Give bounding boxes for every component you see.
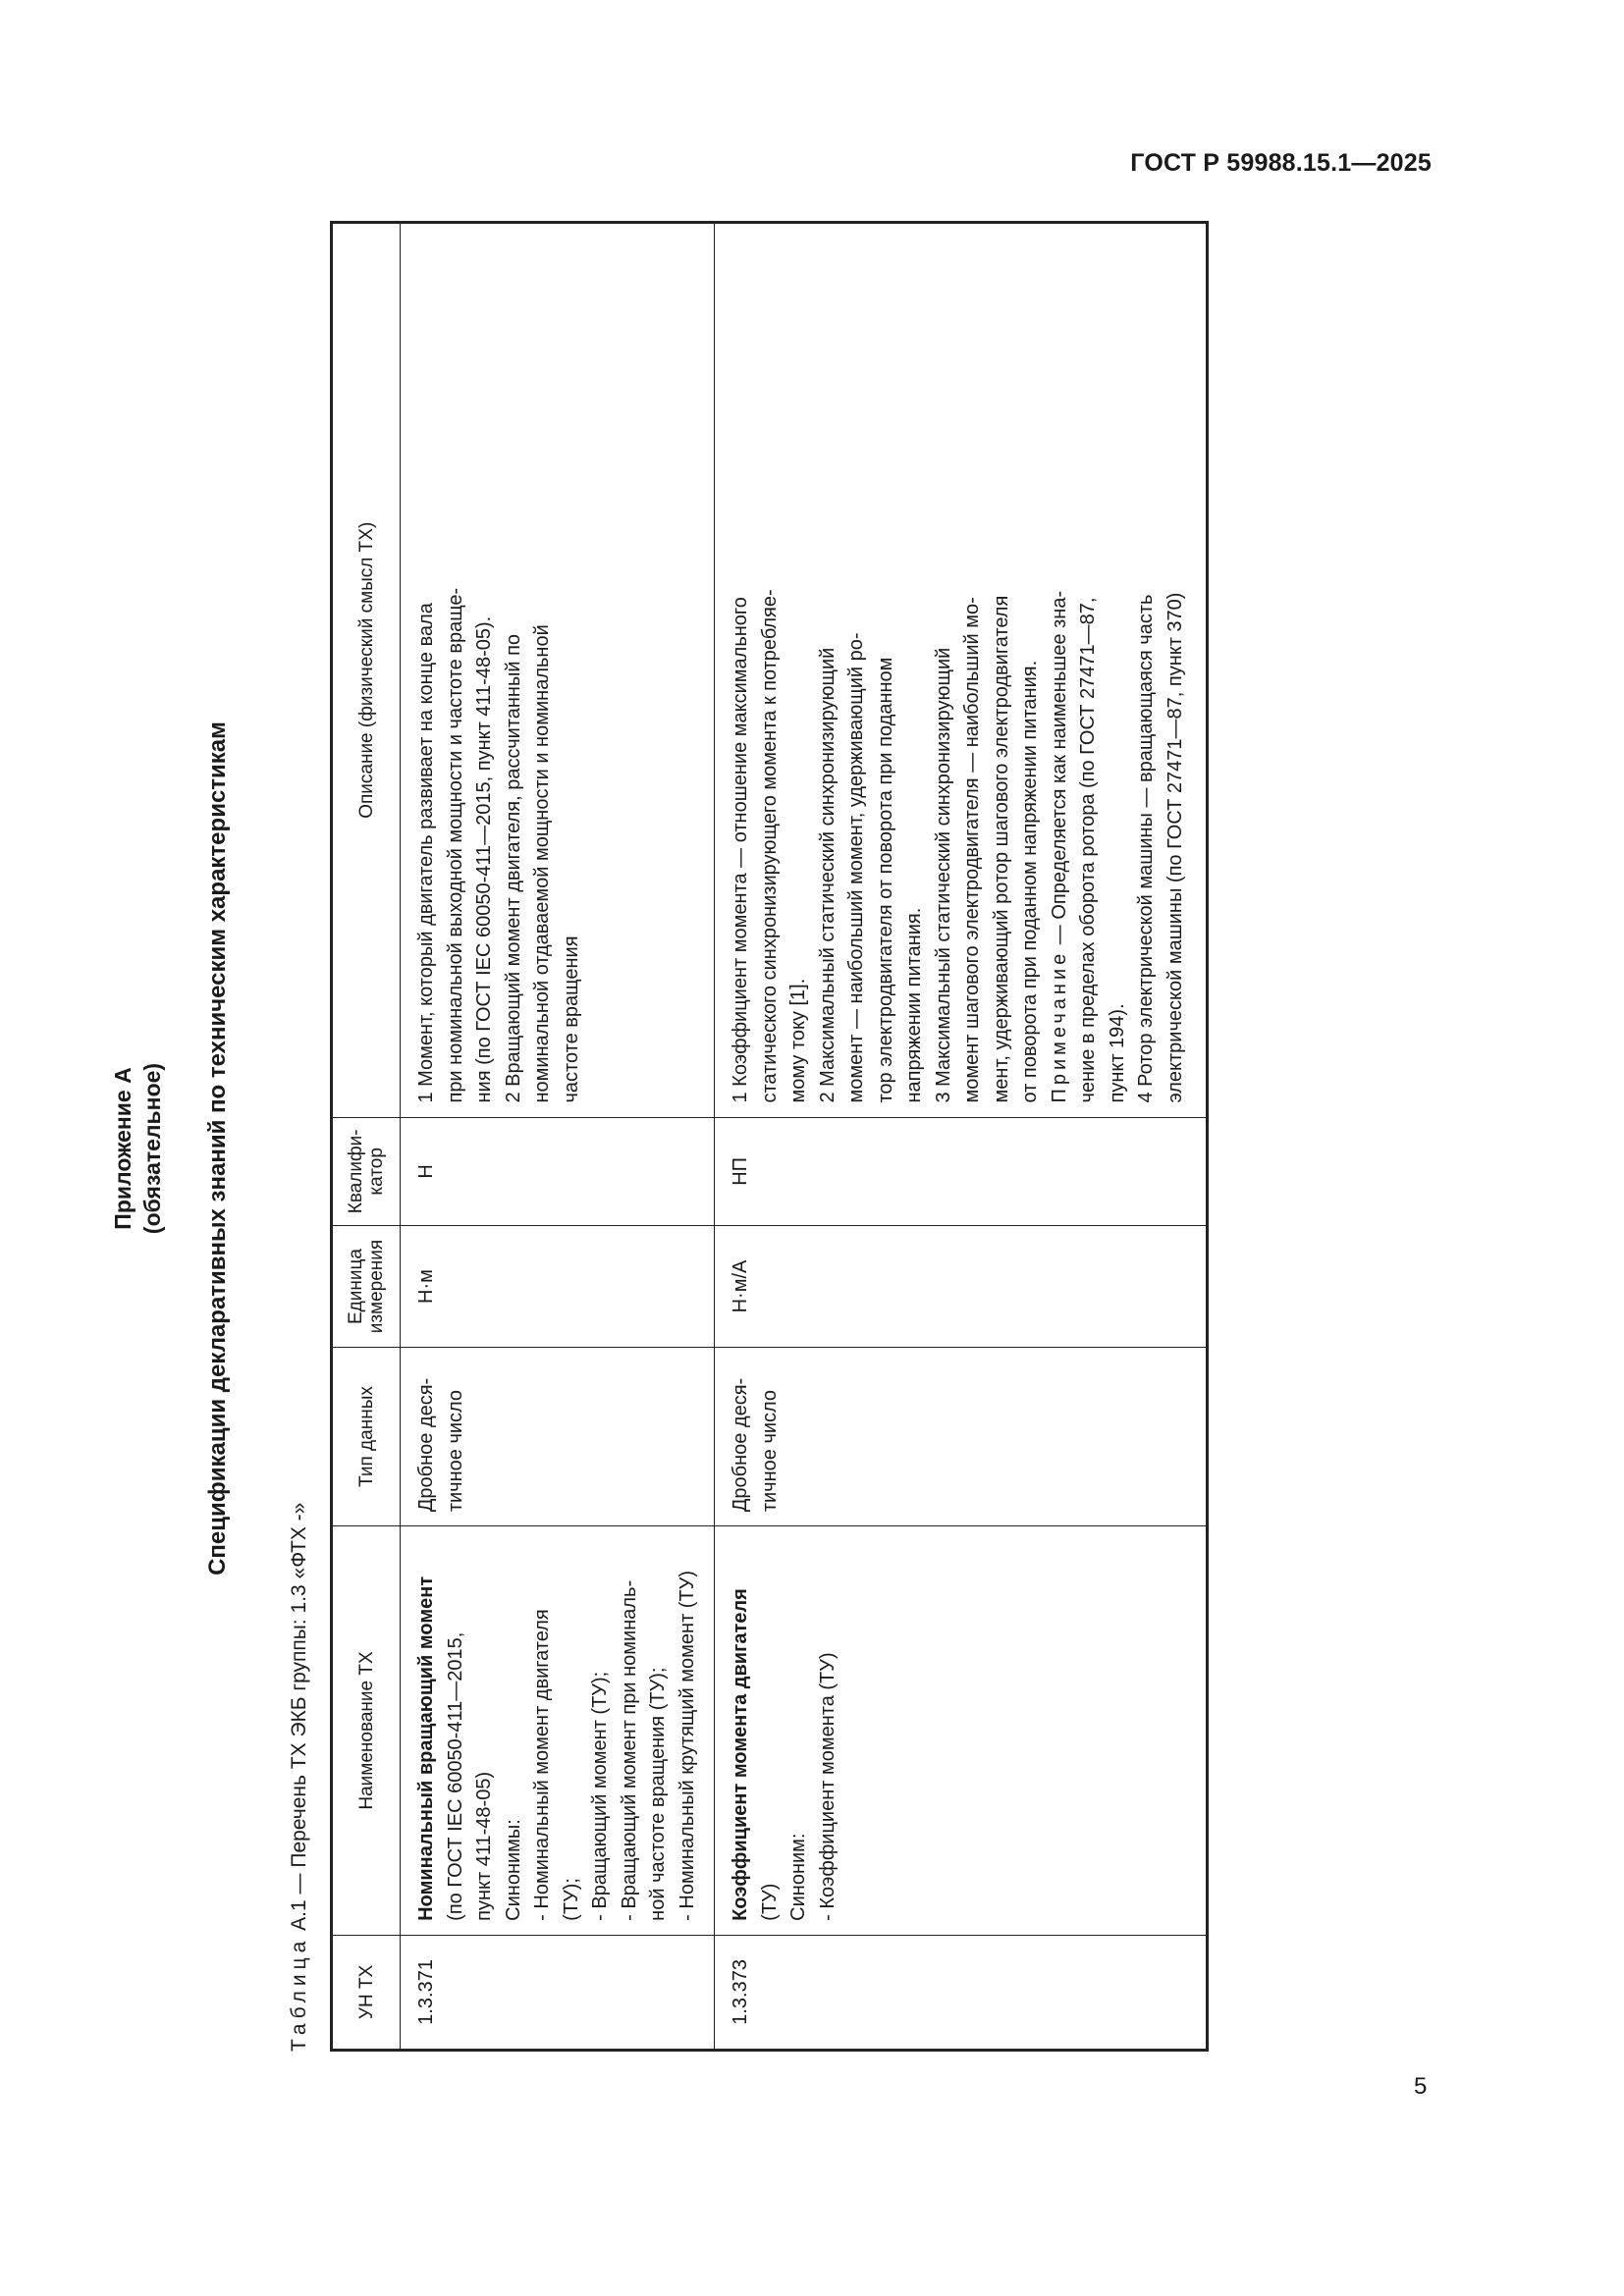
row-description — [715, 223, 1208, 1118]
note-word: Примечание — [1048, 949, 1070, 1103]
page-number: 5 — [1414, 2073, 1428, 2100]
row-desc-line: 2 Вращающий момент двигателя, рассчитанный по — [502, 633, 524, 1103]
row-type — [715, 1347, 1208, 1525]
row-desc-line: электрической машины (по ГОСТ 27471—87, пункт 370) — [1164, 592, 1186, 1103]
col-header-qual-line1: Квалифи- — [346, 1129, 366, 1214]
row-name-line: ной частоте вращения (ТУ); — [647, 1667, 669, 1921]
row-desc-line: частоте вращения — [560, 935, 582, 1103]
row-unit: Н·м/А — [715, 1226, 1208, 1348]
row-type-line: Дробное деся- — [730, 1377, 751, 1513]
table-row — [401, 223, 715, 2051]
row-desc-line: чение в пределах оборота ротора (по ГОСТ 27471—87, — [1077, 597, 1099, 1103]
row-desc-line: 2 Максимальный статический синхронизирующий — [816, 647, 839, 1103]
row-desc-line: тор электродвигателя от поворота при поданном — [874, 657, 896, 1103]
row-note-line — [1046, 238, 1075, 1103]
appendix-status: (обязательное) — [139, 1062, 165, 1235]
spec-title: Спецификации декларативных знаний по техническим характеристикам — [204, 721, 231, 1575]
row-type-line: тичное число — [758, 1389, 781, 1513]
table-caption-word: Таблица — [288, 1936, 310, 2052]
row-desc-line: ния (по ГОСТ IEC 60050-411—2015, пункт 411-48-05). — [473, 615, 495, 1103]
table-caption — [288, 1503, 311, 2052]
row-name-line: (ТУ) — [758, 1883, 781, 1921]
col-header-id: УН ТХ — [332, 1935, 401, 2050]
col-header-unit-line2: измерения — [366, 1239, 387, 1334]
row-desc-line: момент — наибольший момент, удерживающий ро- — [845, 632, 867, 1103]
row-name-line: (ТУ); — [560, 1878, 582, 1921]
col-header-name: Наименование ТХ — [332, 1526, 401, 1936]
row-desc-line: номинальной отдаваемой мощности и номинальной — [531, 624, 553, 1103]
row-desc-line: статического синхронизирующего момента к потребляе- — [758, 589, 781, 1103]
row-name-line: - Номинальный крутящий момент (ТУ) — [676, 1570, 698, 1921]
row-name-line: (по ГОСТ IEC 60050-411—2015, — [444, 1631, 466, 1921]
row-name-line: - Вращающий момент (ТУ); — [589, 1671, 611, 1921]
row-desc-line: 3 Максимальный статический синхронизирующий — [932, 647, 954, 1103]
row-type-line: Дробное деся- — [415, 1377, 437, 1513]
row-id: 1.3.371 — [401, 1935, 715, 2050]
row-desc-line: 4 Ротор электрической машины — вращающаяся часть — [1135, 594, 1157, 1103]
note-text: — Определяется как наименьшее зна- — [1048, 590, 1070, 950]
row-qualifier: Н — [401, 1117, 715, 1226]
table-row — [715, 223, 1208, 2051]
row-desc-line: напряжении питания. — [903, 907, 925, 1103]
row-desc-line: момент шагового электродвигателя — наибольший мо- — [961, 597, 983, 1103]
col-header-qualifier — [332, 1117, 401, 1226]
table-header-row — [332, 223, 401, 2051]
row-name-line: - Коэффициент момента (ТУ) — [816, 1652, 839, 1921]
row-name-bold: Номинальный вращающий момент — [415, 1575, 437, 1921]
row-qualifier: НП — [715, 1117, 1208, 1226]
row-name-bold: Коэффициент момента двигателя — [730, 1588, 751, 1921]
row-type — [401, 1347, 715, 1525]
row-desc-line: 1 Коэффициент момента — отношение максимального — [730, 597, 751, 1103]
col-header-type: Тип данных — [332, 1347, 401, 1525]
row-desc-line: мент, удерживающий ротор шагового электродвигателя — [990, 595, 1012, 1103]
row-name-line: - Номинальный момент двигателя — [531, 1609, 553, 1921]
row-name-line: Синоним: — [787, 1833, 809, 1921]
row-desc-line: мому току [1]. — [787, 978, 809, 1103]
row-desc-line: 1 Момент, который двигатель развивает на конце вала — [415, 603, 437, 1103]
appendix-heading — [108, 236, 167, 2061]
row-type-line: тичное число — [444, 1389, 466, 1513]
row-name — [401, 1526, 715, 1936]
spec-table — [330, 221, 1209, 2052]
appendix-title: Приложение А — [110, 1067, 135, 1230]
row-id: 1.3.373 — [715, 1935, 1208, 2050]
row-name-line: Синонимы: — [502, 1819, 524, 1921]
row-unit: Н·м — [401, 1226, 715, 1348]
col-header-unit-line1: Единица — [346, 1249, 366, 1324]
row-desc-line: при номинальной выходной мощности и частоте враще- — [444, 587, 466, 1103]
col-header-description: Описание (физический смысл ТХ) — [332, 223, 401, 1118]
rotated-page-content — [108, 236, 1188, 2061]
row-description — [401, 223, 715, 1118]
row-desc-line: пункт 194). — [1106, 1003, 1128, 1103]
row-name — [715, 1526, 1208, 1936]
col-header-unit — [332, 1226, 401, 1348]
row-name-line: - Вращающий момент при номиналь- — [618, 1579, 640, 1921]
row-name-line: пункт 411-48-05) — [473, 1771, 495, 1921]
col-header-qual-line2: катор — [366, 1148, 387, 1196]
document-code: ГОСТ Р 59988.15.1—2025 — [1130, 149, 1432, 177]
table-caption-text: А.1 — Перечень ТХ ЭКБ группы: 1.3 «ФТХ -» — [288, 1502, 310, 1937]
row-desc-line: от поворота при поданном напряжении питания. — [1019, 660, 1041, 1103]
